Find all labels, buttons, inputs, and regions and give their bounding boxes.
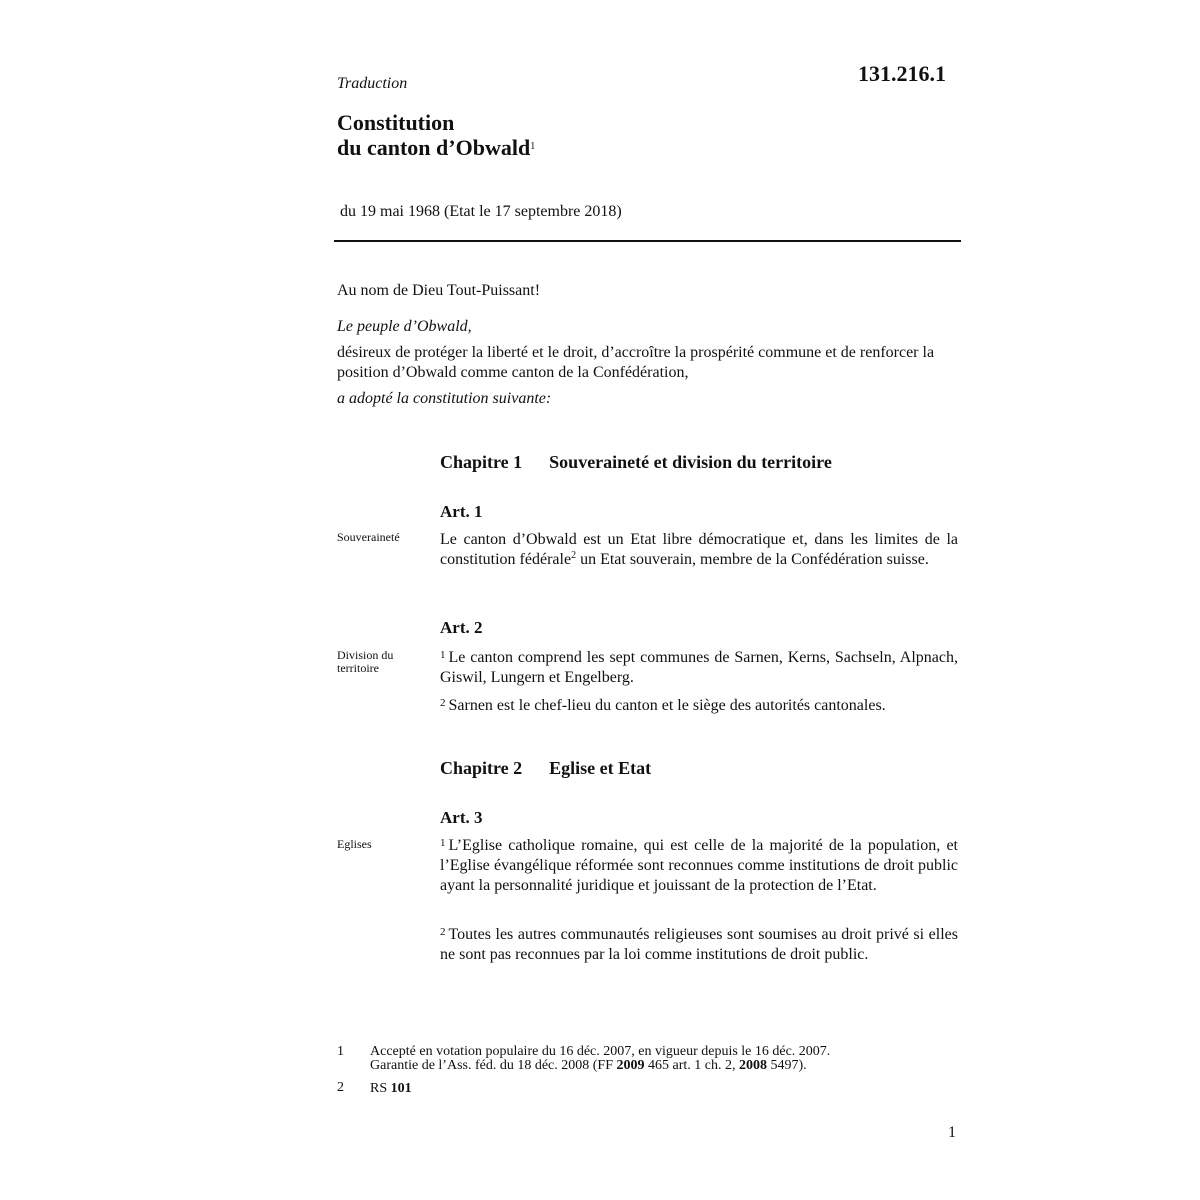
footnote-1-number: 1 bbox=[337, 1044, 344, 1059]
art-1-margin-note: Souveraineté bbox=[337, 530, 400, 544]
art-1-footnote-ref: 2 bbox=[571, 550, 577, 561]
document-number: 131.216.1 bbox=[858, 61, 946, 86]
art-2-paragraph-2: $^2$ Sarnen est le chef-lieu du canton et le siège des autorités cantonales. bbox=[440, 697, 886, 714]
art-3-paragraph-1: $^1$ L’Eglise catholique romaine, qui est celle de la majorité de la population, et l’Eglise évangélique réformée sont reconnues comme institutions de droit public ayant la personnalité juridique et jouissant de la protection de l’Etat. bbox=[440, 837, 958, 894]
preamble-desire: désireux de protéger la liberté et le droit, d’accroître la prospérité commune et de renforcer la position d’Obwald comme canton de la Confédération, bbox=[337, 344, 935, 381]
title-footnote-ref: 1 bbox=[530, 141, 536, 152]
art-2-paragraph-1: $^1$ Le canton comprend les sept communes de Sarnen, Kerns, Sachseln, Alpnach, Giswil, Lungern et Engelberg. bbox=[440, 649, 958, 686]
footnote-2: RS 101 bbox=[370, 1081, 412, 1096]
title-line-2: du canton d’Obwald$^1$ bbox=[337, 135, 536, 160]
chapter-2-title: Eglise et Etat bbox=[549, 758, 652, 778]
title-line-1: Constitution bbox=[337, 110, 455, 135]
preamble-invocation: Au nom de Dieu Tout-Puissant! bbox=[337, 282, 541, 299]
chapter-1-heading bbox=[440, 452, 832, 473]
chapter-2-number: Chapitre 2 bbox=[440, 758, 523, 778]
chapter-1-title: Souveraineté et division du territoire bbox=[549, 452, 832, 472]
preamble-people: Le peuple d’Obwald, bbox=[337, 318, 472, 335]
footnote-1-line-2: Garantie de l’Ass. féd. du 18 déc. 2008 (FF 2009 465 art. 1 ch. 2, 2008 5497). bbox=[370, 1058, 807, 1073]
art-1-heading: Art. 1 bbox=[440, 502, 483, 521]
header-divider bbox=[334, 240, 961, 242]
page-number: 1 bbox=[948, 1124, 956, 1141]
art-3-paragraph-2: $^2$ Toutes les autres communautés religieuses sont soumises au droit privé si elles ne sont pas reconnues par la loi comme institutions de droit public. bbox=[440, 926, 958, 963]
chapter-2-heading bbox=[440, 758, 651, 779]
art-3-heading: Art. 3 bbox=[440, 808, 483, 827]
art-2-heading: Art. 2 bbox=[440, 618, 483, 637]
art-2-margin-note: Division du territoire bbox=[337, 648, 394, 675]
art-3-margin-note: Eglises bbox=[337, 837, 372, 851]
document-date: du 19 mai 1968 (Etat le 17 septembre 2018) bbox=[340, 203, 622, 220]
footnote-1 bbox=[370, 1045, 950, 1073]
footnote-1-line-1: Accepté en votation populaire du 16 déc. 2007, en vigueur depuis le 16 déc. 2007. bbox=[370, 1044, 831, 1059]
translation-label: Traduction bbox=[337, 75, 408, 92]
chapter-1-number: Chapitre 1 bbox=[440, 452, 523, 472]
document-title bbox=[337, 110, 535, 160]
footnote-2-number: 2 bbox=[337, 1080, 344, 1095]
preamble-adopted: a adopté la constitution suivante: bbox=[337, 390, 552, 407]
art-1-text: Le canton d’Obwald est un Etat libre démocratique et, dans les limites de la constitution fédérale$^2$ un Etat souverain, membre de la Confédération suisse. bbox=[440, 531, 958, 568]
